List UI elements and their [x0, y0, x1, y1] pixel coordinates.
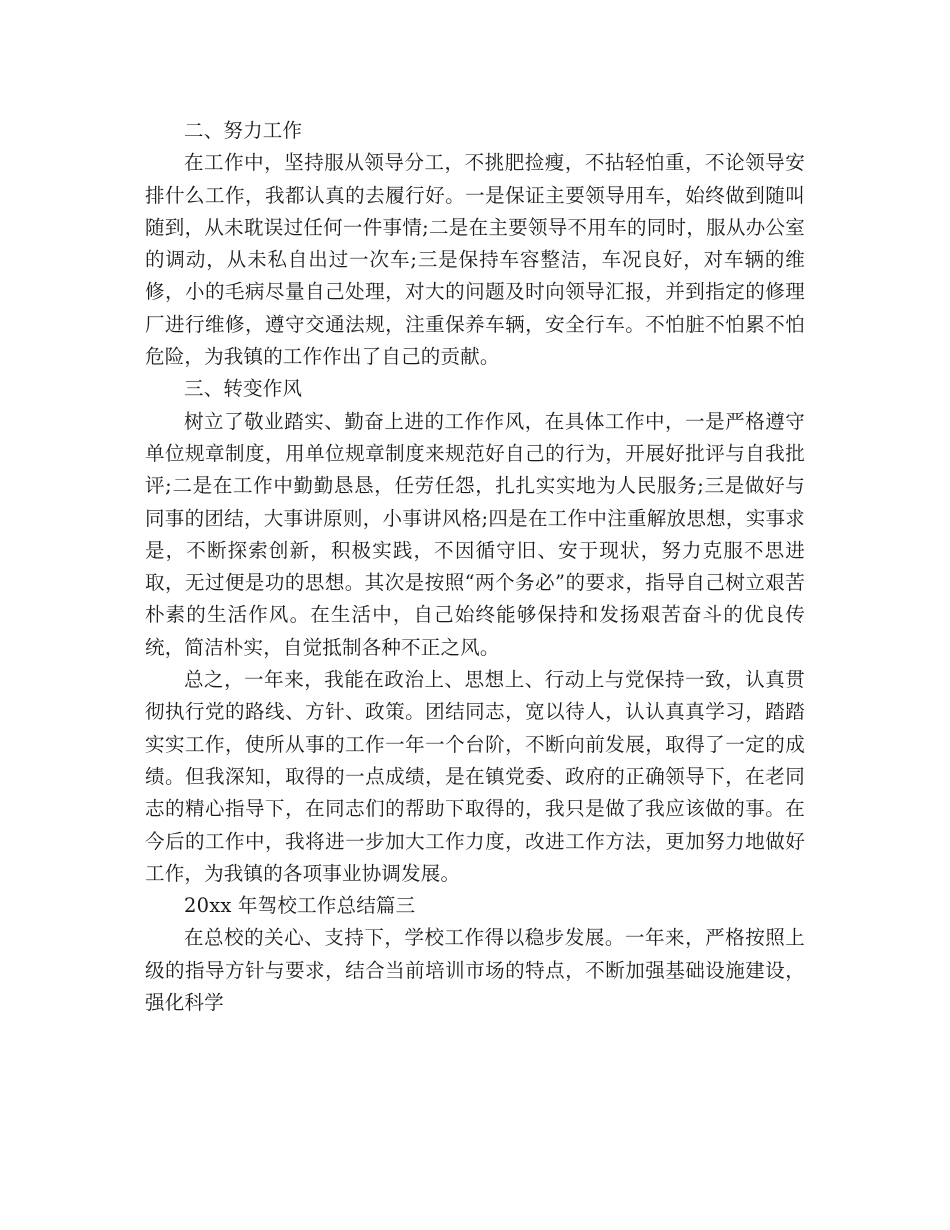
- document-body: [145, 115, 805, 1019]
- section-heading-change-style: 三、转变作风: [184, 377, 303, 401]
- paragraph-work-details: 在工作中，坚持服从领导分工，不挑肥捡瘦，不拈轻怕重，不论领导安排什么工作，我都认真的去履行好。一是保证主要领导用车，始终做到随叫随到，从未耽误过任何一件事情;二是在主要领导不用车的同时，服从办公室的调动，从未私自出过一次车;三是保持车容整洁，车况良好，对车辆的维修，小的毛病尽量自己处理，对大的问题及时向领导汇报，并到指定的修理厂进行维修，遵守交通法规，注重保养车辆，安全行车。不怕脏不怕累不怕危险，为我镇的工作作出了自己的贡献。: [145, 151, 805, 369]
- paragraph-summary: 总之，一年来，我能在政治上、思想上、行动上与党保持一致，认真贯彻执行党的路线、方针、政策。团结同志，宽以待人，认认真真学习，踏踏实实工作，使所从事的工作一年一个台阶，不断向前发展，取得了一定的成绩。但我深知，取得的一点成绩，是在镇党委、政府的正确领导下，在老同志的精心指导下，在同志们的帮助下取得的，我只是做了我应该做的事。在今后的工作中，我将进一步加大工作力度，改进工作方法，更加努力地做好工作，为我镇的各项事业协调发展。: [145, 668, 805, 885]
- section-heading-work-hard: 二、努力工作: [184, 119, 303, 142]
- paragraph-work-style: 树立了敬业踏实、勤奋上进的工作作风，在具体工作中，一是严格遵守单位规章制度，用单位规章制度来规范好自己的行为，开展好批评与自我批评;二是在工作中勤勤恳恳，任劳任怨，扎扎实实地为人民服务;三是做好与同事的团结，大事讲原则，小事讲风格;四是在工作中注重解放思想，实事求是，不断探索创新，积极实践，不因循守旧、安于现状，努力克服不思进取，无过便是功的思想。其次是按照“两个务必”的要求，指导自己树立艰苦朴素的生活作风。在生活中，自己始终能够保持和发扬艰苦奋斗的优良传统，简洁朴实，自觉抵制各种不正之风。: [145, 409, 805, 659]
- section-heading-driving-school-summary: 20xx 年驾校工作总结篇三: [184, 894, 416, 918]
- paragraph-driving-school-intro: 在总校的关心、支持下，学校工作得以稳步发展。一年来，严格按照上级的指导方针与要求，结合当前培训市场的特点，不断加强基础设施建设，强化科学: [145, 926, 805, 1015]
